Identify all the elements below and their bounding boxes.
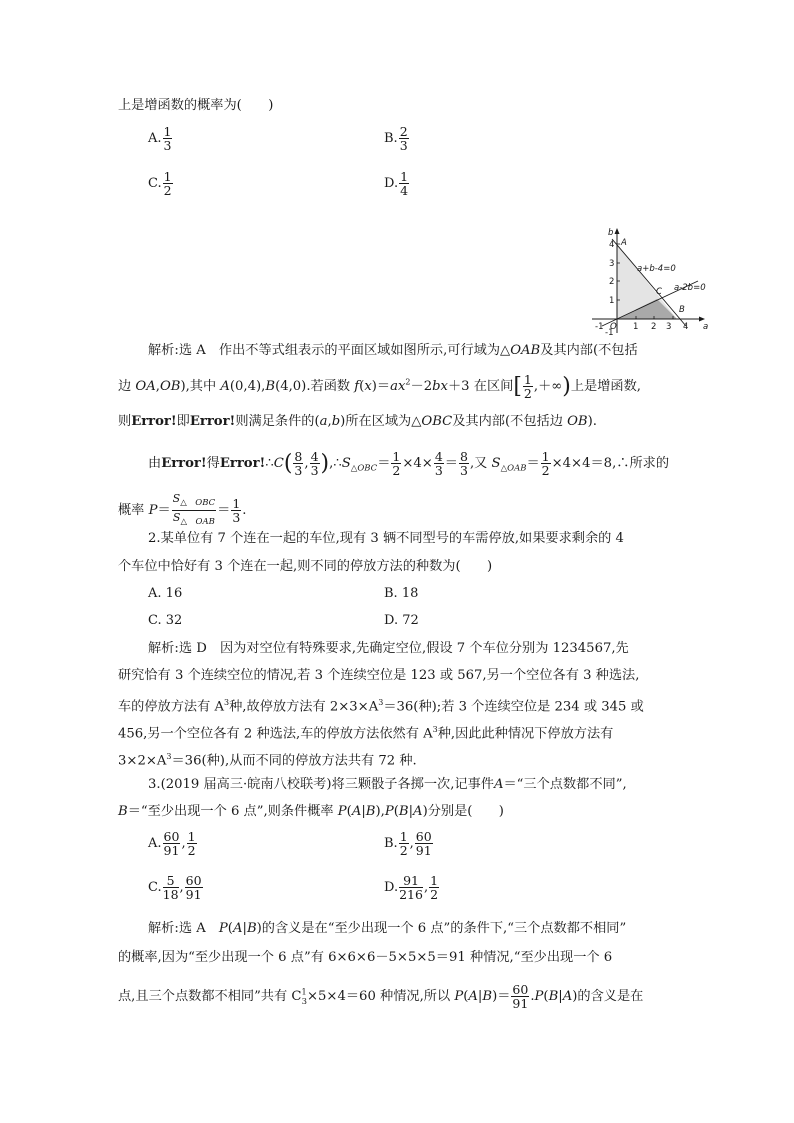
point-c-label: C: [656, 287, 662, 297]
svg-text:1: 1: [609, 296, 615, 306]
q1-solution-line-4: 由Error!得Error!∴C( $\frac{8}{3}$ , $\frac{4}{3}$ )$,\therefore S_{\triangle OBC}=$ $\frac{1}{2}$ ×4× $\frac{4}{3}$ ＝ $\frac{8}{3}$ ,又 $S_{\triangle OAB}=$ $\frac{1}{2}$ ×4×4＝8,∴所求的: [148, 449, 670, 478]
q2-solution-line-5: $3\times 2\times A^3=36$(种),从而不同的停放方法共有 72 种.: [118, 752, 417, 769]
svg-text:1: 1: [633, 322, 639, 332]
q2-solution-line-3: 车的停放方法有 $A^3$种,故停放方法有 $2\times 3\times A^3=36$(种);若 3 个连续空位是 234 或 345 或: [118, 698, 644, 715]
q2-option-a[interactable]: A. 16: [148, 586, 183, 601]
q3-solution-line-2: 的概率,因为“至少出现一个 6 点”有 6×6×6－5×5×5＝91 种情况,“至少出现一个 6: [118, 950, 613, 965]
q1-solution-line-1: 解析:选 A 作出不等式组表示的平面区域如图所示,可行域为△OAB及其内部(不包括: [148, 343, 638, 358]
svg-text:O: O: [610, 322, 617, 332]
q3-option-b[interactable]: B. $\frac{1}{2}$ , $\frac{60}{91}$: [384, 829, 432, 858]
q3-solution-line-1: 解析:选 A P(A|B)的含义是在“至少出现一个 6 点”的条件下,“三个点数都不相同”: [148, 921, 627, 936]
q2-stem-line-2: 个车位中恰好有 3 个连在一起,则不同的停放方法的种数为( ): [118, 559, 493, 574]
q1-option-c[interactable]: C. $\frac{1}{2}$: [148, 169, 172, 198]
svg-text:4: 4: [683, 322, 689, 332]
svg-text:-1: -1: [605, 328, 614, 337]
q3-stem-line-2: B＝“至少出现一个 6 点”,则条件概率 P(A|B),P(B|A)分别是( ): [118, 804, 504, 819]
svg-text:3: 3: [609, 259, 615, 269]
q3-stem-line-1: 3.(2019 届高三·皖南八校联考)将三颗骰子各掷一次,记事件A＝“三个点数都不同”,: [148, 777, 627, 792]
svg-text:4: 4: [609, 240, 615, 250]
feasible-region-figure: [590, 225, 712, 337]
q1-option-b[interactable]: B. $\frac{2}{3}$: [384, 124, 408, 153]
q1-option-a[interactable]: A. $\frac{1}{3}$: [148, 124, 172, 153]
svg-text:3: 3: [666, 322, 672, 332]
axis-a-label: a: [703, 322, 709, 332]
q2-solution-line-2: 研究恰有 3 个连续空位的情况,若 3 个连续空位是 123 或 567,另一个空位各有 3 种选法,: [118, 668, 640, 683]
q2-option-c[interactable]: C. 32: [148, 613, 183, 628]
q1-solution-line-5: 概率 P＝ $\frac{S_\triangle _{OBC}}{S_\triangle _{OAB}}$ ＝ $\frac{1}{3}$ .: [118, 492, 247, 528]
q1-option-d[interactable]: D. $\frac{1}{4}$: [384, 169, 409, 198]
q1-solution-line-3: 则Error!即Error!则满足条件的(a,b)所在区域为△OBC及其内部(不包括边 OB).: [118, 414, 597, 429]
svg-text:2: 2: [651, 322, 657, 332]
q3-solution-line-3: 点,且三个点数都不相同”共有 $C^1_3\times 5\times 4=60$ 种情况,所以 P(A|B)＝ $\frac{60}{91}$ .P(B|A)的含义是在: [118, 982, 644, 1011]
q3-option-d[interactable]: D. $\frac{91}{216}$ , $\frac{1}{2}$: [384, 873, 439, 902]
svg-text:-1: -1: [595, 322, 604, 332]
q2-solution-line-1: 解析:选 D 因为对空位有特殊要求,先确定空位,假设 7 个车位分别为 1234567,先: [148, 641, 629, 656]
point-a-label: A: [621, 238, 627, 248]
q2-option-b[interactable]: B. 18: [384, 586, 419, 601]
axis-b-label: b: [608, 228, 614, 238]
q1-solution-line-2: 边 OA,OB),其中 A(0,4),B(4,0).若函数 $f(x)=ax^2-2bx+3$ 在区间[ $\frac{1}{2}$ ,＋∞)上是增函数,: [118, 372, 641, 401]
line2-label: a-2b=0: [674, 283, 706, 293]
svg-text:2: 2: [609, 277, 615, 287]
q3-option-c[interactable]: C. $\frac{5}{18}$ , $\frac{60}{91}$: [148, 873, 202, 902]
q3-option-a[interactable]: A. $\frac{60}{91}$ , $\frac{1}{2}$: [148, 829, 196, 858]
q2-solution-line-4: 456,另一个空位各有 2 种选法,车的停放方法依然有 $A^3$种,因此此种情况下停放方法有: [118, 725, 614, 742]
point-b-label: B: [679, 305, 685, 315]
q1-stem-tail: 上是增函数的概率为( ): [118, 98, 274, 113]
q2-stem-line-1: 2.某单位有 7 个连在一起的车位,现有 3 辆不同型号的车需停放,如果要求剩余的 4: [148, 531, 624, 546]
line1-label: a+b-4=0: [637, 264, 676, 274]
q2-option-d[interactable]: D. 72: [384, 613, 419, 628]
